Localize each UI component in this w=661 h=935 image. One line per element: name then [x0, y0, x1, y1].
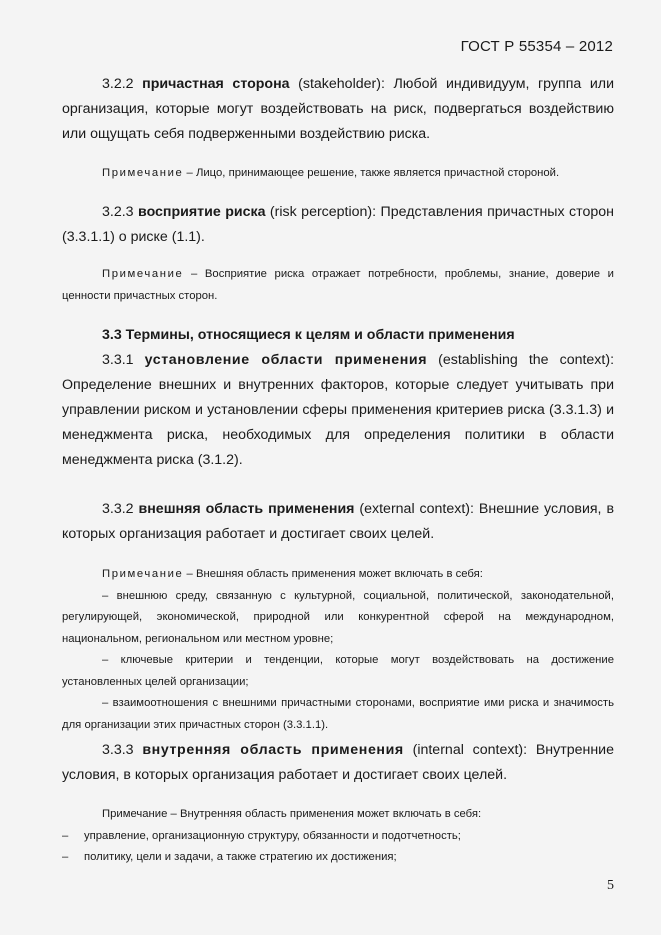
clause-3-2-2 [62, 72, 614, 147]
note-list-item [22, 847, 614, 869]
note-paragraph [62, 264, 614, 307]
clause-3-3-2 [62, 497, 614, 547]
note-label: Примечание [102, 808, 168, 820]
list-text: политику, цели и задачи, а также стратегию их достижения; [84, 851, 397, 863]
definition: (internal context): Внутренние условия, в которых организация работает и достигает своих целей. [62, 742, 614, 783]
definition: (establishing the context): Определение внешних и внутренних факторов, которые следует учитывать при управлении риском и установлении сферы применения критериев риска (3.3.1.3) и менеджмента риска, необходимых для определения политики в области менеджмента риска (3.1.2). [62, 352, 615, 468]
clause-paragraph [62, 738, 614, 788]
note-3-3-3 [62, 804, 614, 869]
document-header: ГОСТ Р 55354 – 2012 [460, 38, 613, 55]
clause-3-3-3 [62, 738, 614, 788]
list-dash: – [62, 829, 69, 842]
note-3-2-3 [62, 264, 614, 307]
clause-3-3-1 [62, 348, 614, 473]
term: восприятие риска [138, 204, 266, 220]
clause-paragraph [62, 72, 614, 147]
clause-number: 3.2.3 [102, 204, 134, 220]
term: внутренняя область применения [142, 742, 404, 758]
clause-paragraph [62, 200, 614, 250]
note-3-2-2 [62, 163, 614, 185]
page-number: 5 [607, 878, 614, 893]
clause-number: 3.3.1 [102, 352, 134, 368]
list-text: управление, организационную структуру, обязанности и подотчетность; [84, 829, 461, 842]
definition: (stakeholder): Любой индивидуум, группа или организация, которые могут воздействовать на риск, подвергаться воздействию или ощущать себя подверженными воздействию риска. [62, 76, 614, 142]
note-text: – Восприятие риска отражает потребности, проблемы, знание, доверие и ценности причастных сторон. [62, 268, 614, 302]
note-list-item: – внешнюю среду, связанную с культурной, социальной, политической, законодательной, регулирующей, экономической, природной или конкурентной сферой на международном, национальном, региональном или местном уровне; [62, 589, 614, 645]
definition: (risk perception): Представления причастных сторон (3.3.1.1) о риске (1.1). [62, 204, 614, 245]
note-label: Примечание [102, 167, 184, 179]
definition: (external context): Внешние условия, в которых организация работает и достигает своих целей. [62, 501, 614, 542]
term: установление области применения [144, 352, 428, 368]
clause-3-2-3 [62, 200, 614, 250]
clause-number: 3.3.2 [102, 501, 134, 517]
note-paragraph [62, 564, 614, 586]
note-text: – Внешняя область применения может включать в себя: [183, 568, 483, 580]
term: внешняя область применения [138, 501, 355, 517]
note-paragraph [62, 804, 614, 826]
list-dash: – [62, 851, 69, 863]
note-paragraph [62, 163, 614, 185]
note-text: – Лицо, принимающее решение, также является причастной стороной. [183, 167, 560, 179]
clause-paragraph [62, 497, 614, 547]
section-heading: 3.3 Термины, относящиеся к целям и области применения [102, 327, 515, 343]
section-heading-3-3 [62, 323, 614, 348]
clause-number: 3.3.3 [102, 742, 134, 758]
note-text: – Внутренняя область применения может включать в себя: [167, 808, 482, 820]
note-list-item: – ключевые критерии и тенденции, которые могут воздействовать на достижение установленных целей организации; [62, 654, 614, 688]
term: причастная сторона [142, 76, 290, 92]
note-label: Примечание [102, 268, 184, 280]
note-label: Примечание [102, 568, 184, 580]
clause-number: 3.2.2 [102, 76, 134, 92]
note-list-item [22, 826, 614, 848]
clause-paragraph [62, 348, 614, 473]
note-list-item: – взаимоотношения с внешними причастными сторонами, восприятие ими риска и значимость для организации этих причастных сторон (3.3.1.1). [62, 697, 614, 731]
note-3-3-2 [62, 564, 614, 736]
